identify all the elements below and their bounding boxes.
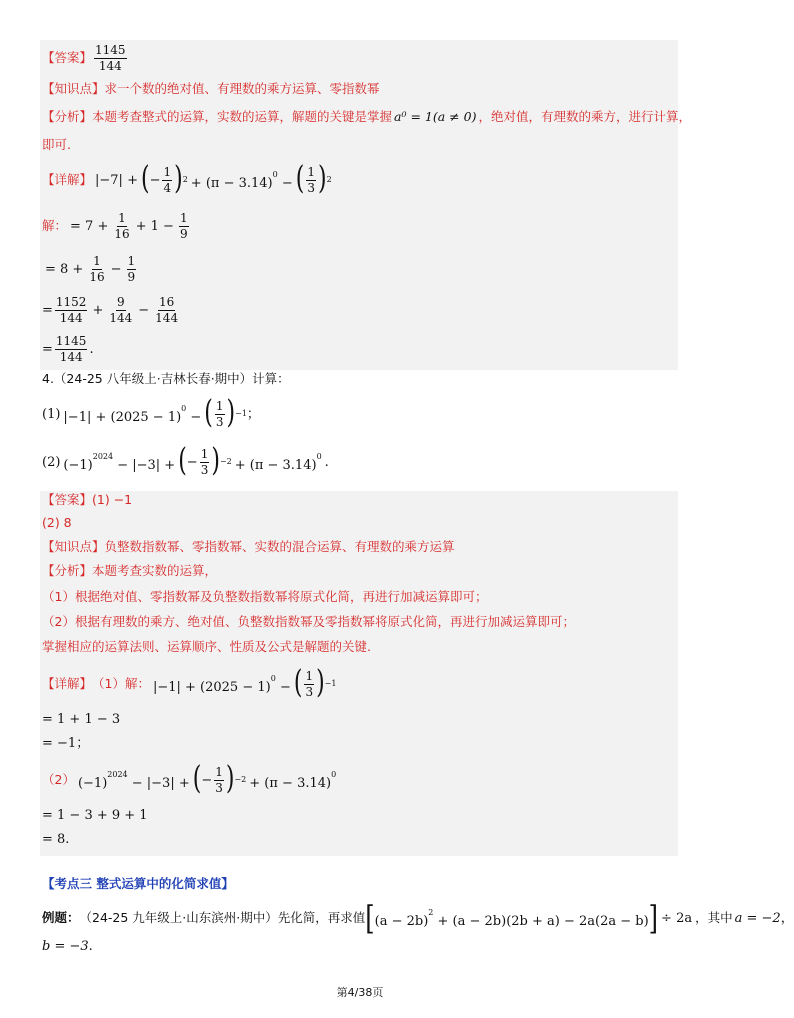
- detail-row-2: 【详解】 （1）解： $|-1| + (2025 - 1)^0$ − ( $\frac{1}{3}$ ) −1: [42, 665, 337, 702]
- detail-row-1: 【详解】 |−7| + ( − $\frac{1}{4}$ ) 2 + $(\pi - 3.14)^0$ − ( $\frac{1}{3}$ ) 2: [42, 161, 332, 198]
- step-row-2: = 8 + $\frac{1}{16}$ − $\frac{1}{9}$: [45, 254, 136, 284]
- step-row-4: = $\frac{1145}{144}$ .: [42, 334, 94, 364]
- detail-step-4: = 8.: [42, 832, 70, 847]
- section-title: 【考点三 整式运算中的化简求值】: [42, 876, 234, 891]
- analysis-row-1b: 即可.: [42, 137, 71, 152]
- page-number: 第4/38页: [336, 986, 384, 999]
- step-row-1: 解： = 7 + $\frac{1}{16}$ + 1 − $\frac{1}{9}$: [42, 211, 188, 241]
- analysis-line-3: 掌握相应的运算法则、运算顺序、性质及公式是解题的关键.: [42, 639, 371, 654]
- answer-tag: 【答案】: [42, 49, 93, 65]
- example-row-b: b = −3 .: [42, 939, 93, 954]
- answer-row-1: [42, 44, 129, 72]
- question-4-part-2: (2) $(-1)^{2024} - |-3|$ + ( − $\frac{1}{3}$ ) −2 + $(\pi - 3.14)^0$ .: [42, 443, 329, 480]
- detail-row-2b: （2） $(-1)^{2024} - |-3|$ + ( − $\frac{1}{3}$ ) −2 + $(\pi - 3.14)^0$: [42, 761, 337, 798]
- step-row-3: = $\frac{1152}{144}$ + $\frac{9}{144}$ − $\frac{16}{144}$: [42, 295, 179, 325]
- knowledge-row-1: 【知识点】 求一个数的绝对值、有理数的乘方运算、零指数幂: [42, 81, 380, 96]
- knowledge-row-2: 【知识点】 负整数指数幂、零指数幂、实数的混合运算、有理数的乘方运算: [42, 539, 455, 554]
- answer-row-2: 【答案】 (1) −1: [42, 492, 133, 507]
- analysis-row-2: 【分析】 本题考查实数的运算，: [42, 563, 218, 578]
- detail-step-3: = 1 − 3 + 9 + 1: [42, 808, 148, 823]
- question-4-part-1: (1) $|-1| + (2025 - 1)^0$ − ( $\frac{1}{3}$ ) −1 ；: [42, 395, 260, 432]
- detail-step-2: = −1；: [42, 736, 90, 751]
- answer-fraction: $\frac{1145}{144}$: [95, 43, 126, 73]
- analysis-line-1: （1）根据绝对值、零指数幂及负整数指数幂将原式化简，再进行加减运算即可；: [42, 589, 488, 604]
- example-row: 例题： （24-25 九年级上·山东滨州·期中）先化简，再求值 [ $(a - 2b)^2 + (a - 2b)(2b + a) - 2a(2a - b)$ ] ÷ 2a ，其中 a = −2 ，: [42, 899, 794, 937]
- answer-row-2b: (2) 8: [42, 515, 72, 530]
- question-4-title: 4.（24-25 八年级上·吉林长春·期中）计算：: [42, 371, 290, 386]
- analysis-line-2: （2）根据有理数的乘方、绝对值、负整数指数幂及零指数幂将原式化简，再进行加减运算即可；: [42, 614, 575, 629]
- analysis-row-1: 【分析】 本题考查整式的运算，实数的运算，解题的关键是掌握 a⁰ = 1(a ≠ 0) ，绝对值，有理数的乘方，进行计算，: [42, 109, 691, 124]
- detail-step-1: = 1 + 1 − 3: [42, 712, 121, 727]
